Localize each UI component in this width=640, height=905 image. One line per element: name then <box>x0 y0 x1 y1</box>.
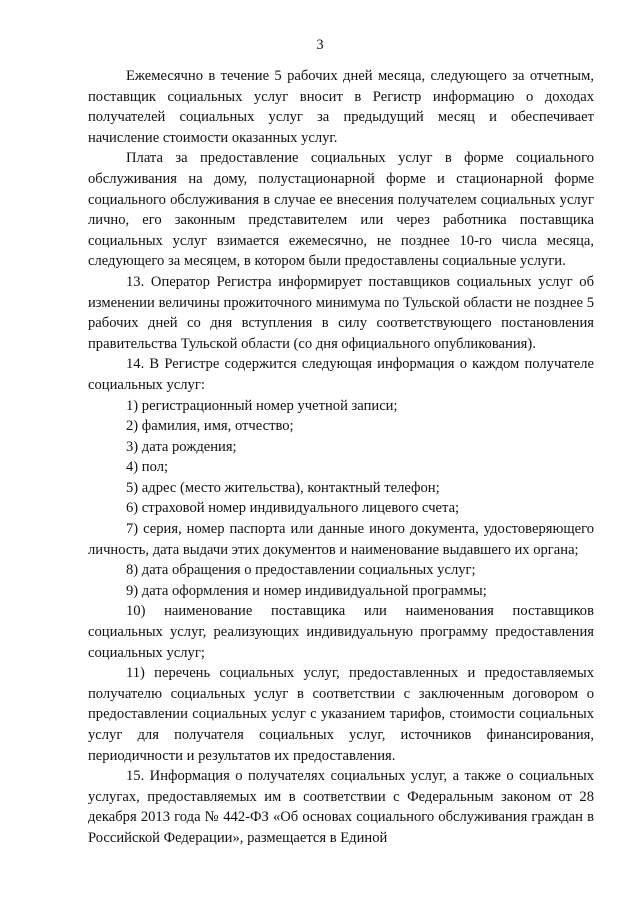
list-item-services-list: 11) перечень социальных услуг, предоставленных и предоставляемых получателю социальных услуг в соответствии с заключенным договором о предоставлении социальных услуг с указанием тарифов, стоимости социальных услуг для получателя социальных услуг, источников финансирования, периодичности и результатов их предоставления. <box>88 665 594 764</box>
list-item-address-phone: 5) адрес (место жительства), контактный телефон; <box>126 479 440 496</box>
list-item-provider-names: 10) наименование поставщика или наименования поставщиков социальных услуг, реализующих индивидуальную программу предоставления социальных услуг; <box>88 603 594 661</box>
list-item-request-date: 8) дата обращения о предоставлении социальных услуг; <box>126 562 476 579</box>
document-body <box>88 66 594 849</box>
paragraph-15-information-placement: 15. Информация о получателях социальных услуг, а также о социальных услугах, предоставляемых им в соответствии с Федеральным законом от 28 декабря 2013 года № 442-ФЗ «Об основах социального обслуживания граждан в Российской Федерации», размещается в Единой <box>88 768 594 846</box>
list-item-registration-number: 1) регистрационный номер учетной записи; <box>126 397 398 414</box>
paragraph-payment-terms: Плата за предоставление социальных услуг в форме социального обслуживания на дому, полустационарной форме и стационарной форме социального обслуживания в случае ее внесения получателем социальных услуг лично, его законным представителем или через работника поставщика социальных услуг взимается ежемесячно, не позднее 10-го числа месяца, следующего за месяцем, в котором были предоставлены социальные услуги. <box>88 150 594 270</box>
list-item-birth-date: 3) дата рождения; <box>126 438 237 455</box>
paragraph-14-register-contents: 14. В Регистре содержится следующая информация о каждом получателе социальных услуг: <box>88 356 594 393</box>
paragraph-13-living-wage-notice: 13. Оператор Регистра информирует поставщиков социальных услуг об изменении величины прожиточного минимума по Тульской области не позднее 5 рабочих дней со дня вступления в силу соответствующего постановления правительства Тульской области (со дня официального опубликования). <box>88 273 594 352</box>
list-item-full-name: 2) фамилия, имя, отчество; <box>126 418 294 435</box>
paragraph-monthly-income-entry: Ежемесячно в течение 5 рабочих дней месяца, следующего за отчетным, поставщик социальных услуг вносит в Регистр информацию о доходах получателей социальных услуг за предыдущий месяц и обеспечивает начисление стоимости оказанных услуг. <box>88 68 594 146</box>
list-item-passport-data: 7) серия, номер паспорта или данные иного документа, удостоверяющего личность, дата выдачи этих документов и наименование выдавшего их органа; <box>88 521 594 558</box>
list-item-sex: 4) пол; <box>126 459 169 476</box>
list-item-program-date-number: 9) дата оформления и номер индивидуальной программы; <box>126 582 487 599</box>
list-item-insurance-number: 6) страховой номер индивидуального лицевого счета; <box>126 500 460 517</box>
page-number: 3 <box>316 37 324 53</box>
